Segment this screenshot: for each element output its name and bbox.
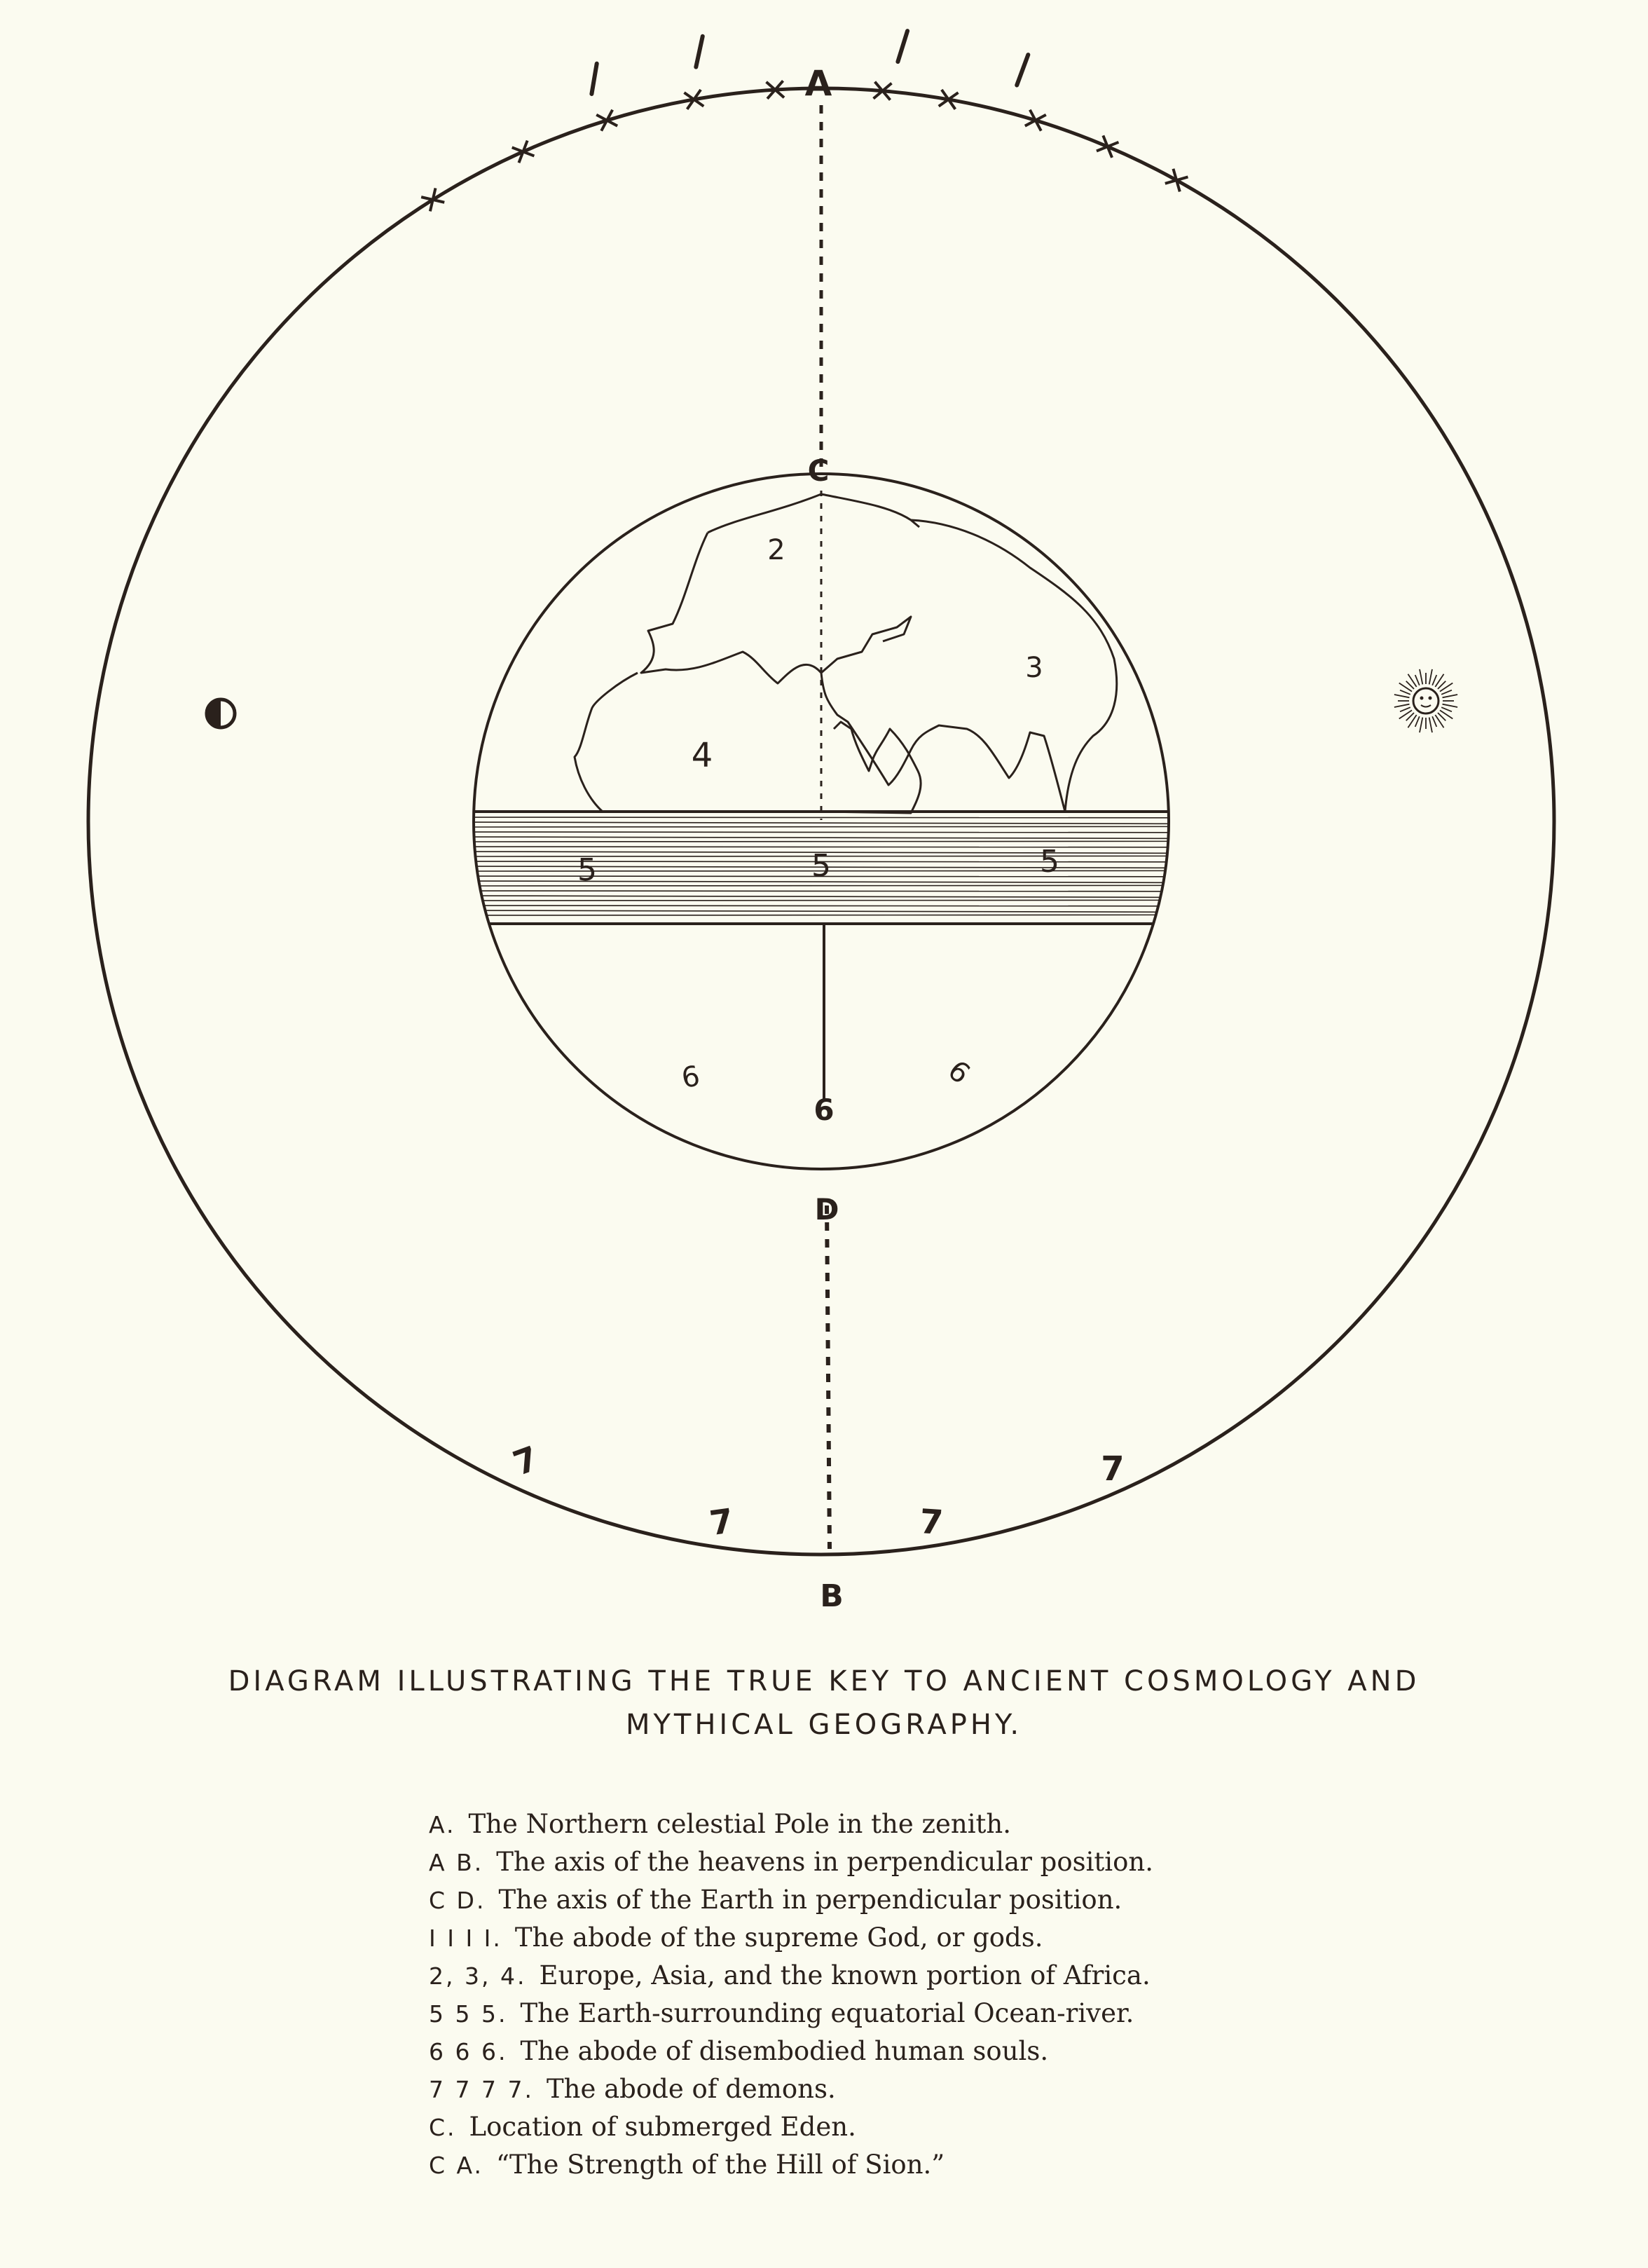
legend-text: “The Strength of the Hill of Sion.” bbox=[496, 2150, 945, 2180]
legend-key: C D. bbox=[429, 1887, 486, 1914]
label-souls: 6 bbox=[813, 1093, 835, 1127]
legend-text: The abode of disembodied human souls. bbox=[520, 2036, 1049, 2066]
label-ocean: 5 bbox=[1040, 844, 1059, 880]
ocean-line bbox=[462, 841, 1184, 842]
legend-item bbox=[429, 2070, 1153, 2108]
label-demons: 7 bbox=[707, 1501, 736, 1544]
sun-ray bbox=[1441, 707, 1452, 711]
legend-item bbox=[429, 1881, 1153, 1919]
asia-coastline bbox=[821, 520, 1117, 812]
legend-text: The axis of the heavens in perpendicular position. bbox=[496, 1847, 1153, 1877]
sun-ray bbox=[1432, 675, 1436, 685]
legend-item bbox=[429, 2108, 1153, 2146]
cross-mark bbox=[1165, 169, 1188, 192]
label-europe: 2 bbox=[767, 534, 785, 566]
figure-caption bbox=[0, 1660, 1648, 1747]
cross-mark bbox=[1025, 110, 1046, 131]
god-stroke-mark bbox=[1017, 55, 1028, 85]
cross-mark bbox=[421, 188, 444, 211]
god-stroke-mark bbox=[696, 36, 702, 67]
legend-key: 5 5 5. bbox=[429, 2000, 508, 2028]
legend-text: The Earth-surrounding equatorial Ocean-river. bbox=[520, 1998, 1134, 2028]
caption-line: MYTHICAL GEOGRAPHY. bbox=[625, 1709, 1023, 1741]
sun-ray bbox=[1400, 690, 1410, 695]
legend-text: Europe, Asia, and the known portion of Africa. bbox=[539, 1960, 1151, 1990]
legend-item bbox=[429, 1843, 1153, 1881]
legend-key: C A. bbox=[429, 2152, 484, 2179]
legend-key: I I I I. bbox=[429, 1925, 502, 1952]
label-demons: 7 bbox=[918, 1501, 945, 1543]
ocean-line bbox=[462, 891, 1184, 892]
label-point-a: A bbox=[804, 63, 832, 104]
earth-circle bbox=[474, 474, 1169, 1169]
label-point-d: D bbox=[814, 1192, 839, 1227]
sun-ray bbox=[1441, 690, 1452, 695]
ocean-line bbox=[462, 910, 1184, 912]
legend-text: The abode of demons. bbox=[546, 2074, 836, 2104]
legend-key: A. bbox=[429, 1811, 456, 1838]
sun-ray bbox=[1443, 704, 1458, 707]
label-point-c: C bbox=[807, 453, 830, 488]
moon-icon bbox=[207, 699, 235, 727]
legend-text: Location of submerged Eden. bbox=[469, 2112, 856, 2142]
ocean-line bbox=[462, 896, 1184, 897]
ocean-line bbox=[462, 900, 1184, 901]
ocean-line bbox=[462, 885, 1184, 886]
label-ocean: 5 bbox=[811, 848, 831, 884]
ocean-line bbox=[462, 837, 1184, 838]
sun-ray bbox=[1420, 718, 1422, 733]
label-demons: 7 bbox=[508, 1438, 544, 1484]
caption-line: DIAGRAM ILLUSTRATING THE TRUE KEY TO ANCIENT COSMOLOGY AND bbox=[228, 1665, 1420, 1697]
label-point-b: B bbox=[820, 1578, 844, 1614]
label-souls: 6 bbox=[941, 1054, 976, 1091]
sun-ray bbox=[1415, 716, 1420, 727]
cross-mark bbox=[512, 141, 535, 163]
ocean-line bbox=[462, 817, 1184, 818]
sun-ray bbox=[1400, 707, 1410, 711]
sun-ray bbox=[1420, 669, 1422, 685]
legend-item bbox=[429, 1919, 1153, 1957]
legend-item bbox=[429, 1957, 1153, 1995]
sun-ray bbox=[1394, 695, 1410, 697]
label-demons: 7 bbox=[1101, 1449, 1125, 1489]
sun-ray bbox=[1432, 716, 1436, 727]
outer-marks bbox=[421, 31, 1188, 211]
africa-coastline bbox=[575, 673, 921, 813]
legend-key: 6 6 6. bbox=[429, 2038, 508, 2065]
legend-item bbox=[429, 2033, 1153, 2070]
europe-coastline bbox=[641, 494, 919, 683]
cross-mark bbox=[1097, 135, 1118, 157]
god-stroke-mark bbox=[591, 64, 596, 94]
label-ocean: 5 bbox=[577, 852, 597, 888]
legend-key: A B. bbox=[429, 1849, 484, 1876]
legend-item bbox=[429, 1805, 1153, 1843]
sun-ray bbox=[1415, 675, 1420, 685]
sun-ray bbox=[1429, 669, 1432, 685]
legend-item bbox=[429, 2146, 1153, 2184]
legend-key: 2, 3, 4. bbox=[429, 1962, 527, 1990]
sun-icon bbox=[1394, 669, 1457, 732]
sun-ray bbox=[1429, 718, 1432, 733]
label-asia: 3 bbox=[1025, 652, 1043, 684]
heaven-axis-lower bbox=[827, 1205, 830, 1549]
legend bbox=[429, 1805, 1153, 2184]
cross-mark bbox=[596, 110, 617, 131]
sun-ray bbox=[1443, 695, 1458, 697]
ocean-line bbox=[462, 826, 1184, 827]
label-africa: 4 bbox=[691, 736, 713, 775]
ocean-line bbox=[462, 832, 1184, 833]
legend-text: The abode of the supreme God, or gods. bbox=[514, 1922, 1043, 1953]
sun-ray bbox=[1394, 704, 1410, 707]
label-souls: 6 bbox=[679, 1060, 703, 1095]
ocean-line bbox=[462, 822, 1184, 824]
legend-key: C. bbox=[429, 2114, 457, 2141]
legend-item bbox=[429, 1995, 1153, 2033]
god-stroke-mark bbox=[898, 31, 907, 62]
legend-key: 7 7 7 7. bbox=[429, 2076, 534, 2103]
legend-text: The Northern celestial Pole in the zenith. bbox=[468, 1809, 1012, 1839]
legend-text: The axis of the Earth in perpendicular position. bbox=[498, 1885, 1122, 1915]
